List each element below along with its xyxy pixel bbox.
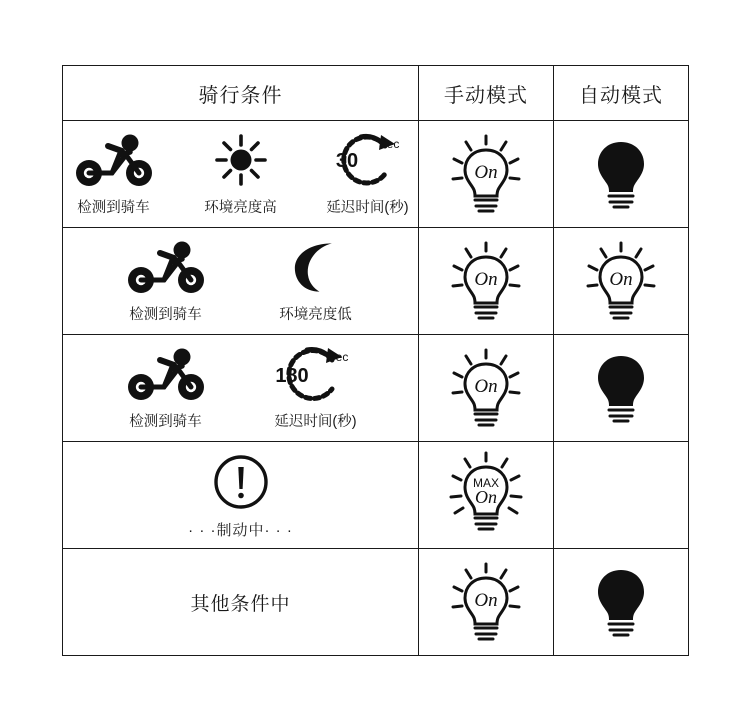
- other-conditions-label: 其他条件中: [190, 593, 291, 615]
- auto-mode-cell-empty: [554, 442, 689, 549]
- condition-item: [190, 131, 291, 217]
- cyclist-icon: [68, 131, 160, 189]
- condition-label: 延迟时间(秒): [274, 414, 357, 430]
- condition-cell-braking: [63, 442, 419, 549]
- lightbulb-off-icon: [554, 335, 688, 441]
- mode-condition-table: [62, 65, 689, 656]
- header-manual-mode: [419, 66, 554, 121]
- condition-item: [63, 131, 164, 217]
- header-auto-mode: [554, 66, 689, 121]
- condition-label: 延迟时间(秒): [326, 200, 409, 216]
- header-condition: [63, 66, 419, 121]
- timer-icon: [325, 131, 411, 189]
- manual-mode-cell: [419, 549, 554, 656]
- timer-unit: Sec: [327, 350, 348, 364]
- condition-cell-rider-daylight-30s: [63, 121, 419, 228]
- condition-label: 检测到骑车: [129, 414, 202, 430]
- bulb-on-text: On: [474, 590, 498, 611]
- timer-value: 180: [274, 365, 309, 387]
- lightbulb-max-on-icon: [419, 442, 553, 548]
- manual-mode-cell: [419, 228, 554, 335]
- lightbulb-on-icon: [419, 121, 553, 227]
- table-row: [63, 228, 689, 335]
- lightbulb-off-icon: [554, 549, 688, 655]
- timer-unit: Sec: [378, 137, 399, 151]
- condition-item: [264, 345, 368, 431]
- auto-mode-cell: [554, 335, 689, 442]
- braking-label: · · ·制动中· · ·: [188, 521, 293, 539]
- bulb-on-text: On: [474, 269, 498, 290]
- auto-mode-cell: [554, 228, 689, 335]
- table-row: [63, 442, 689, 549]
- moon-icon: [285, 238, 347, 296]
- condition-label: 检测到骑车: [129, 307, 202, 323]
- timer-icon: [270, 345, 362, 403]
- condition-item: [264, 238, 368, 324]
- condition-item: [114, 238, 218, 324]
- manual-mode-cell: [419, 335, 554, 442]
- bulb-on-text: On: [609, 269, 633, 290]
- manual-mode-cell: [419, 121, 554, 228]
- table-row: [63, 549, 689, 656]
- header-auto-label: 自动模式: [579, 84, 663, 107]
- lightbulb-on-icon: [419, 335, 553, 441]
- condition-item: [317, 131, 418, 217]
- auto-mode-cell: [554, 121, 689, 228]
- bulb-on-text: On: [475, 487, 497, 507]
- cyclist-icon: [120, 345, 212, 403]
- condition-cell-other-conditions: [63, 549, 419, 656]
- condition-cell-rider-lowlight: [63, 228, 419, 335]
- header-condition-label: 骑行条件: [198, 84, 283, 107]
- manual-mode-cell: [419, 442, 554, 549]
- lightbulb-off-icon: [554, 121, 688, 227]
- header-manual-label: 手动模式: [444, 84, 528, 107]
- lightbulb-on-icon: [554, 228, 688, 334]
- condition-label: 环境亮度高: [204, 200, 277, 216]
- condition-cell-rider-180s: [63, 335, 419, 442]
- condition-label: 检测到骑车: [77, 200, 150, 216]
- bulb-max-text: MAX: [472, 476, 500, 490]
- table-row: [63, 335, 689, 442]
- bulb-on-text: On: [474, 162, 498, 183]
- warning-exclamation-icon: [210, 451, 272, 513]
- condition-label: 环境亮度低: [279, 307, 352, 323]
- lightbulb-on-icon: [419, 549, 553, 655]
- timer-value: 30: [335, 150, 358, 172]
- bulb-on-text: On: [474, 376, 498, 397]
- table-header-row: [63, 66, 689, 121]
- sun-icon: [213, 131, 269, 189]
- auto-mode-cell: [554, 549, 689, 656]
- condition-item: [114, 345, 218, 431]
- cyclist-icon: [120, 238, 212, 296]
- table-row: [63, 121, 689, 228]
- lightbulb-on-icon: [419, 228, 553, 334]
